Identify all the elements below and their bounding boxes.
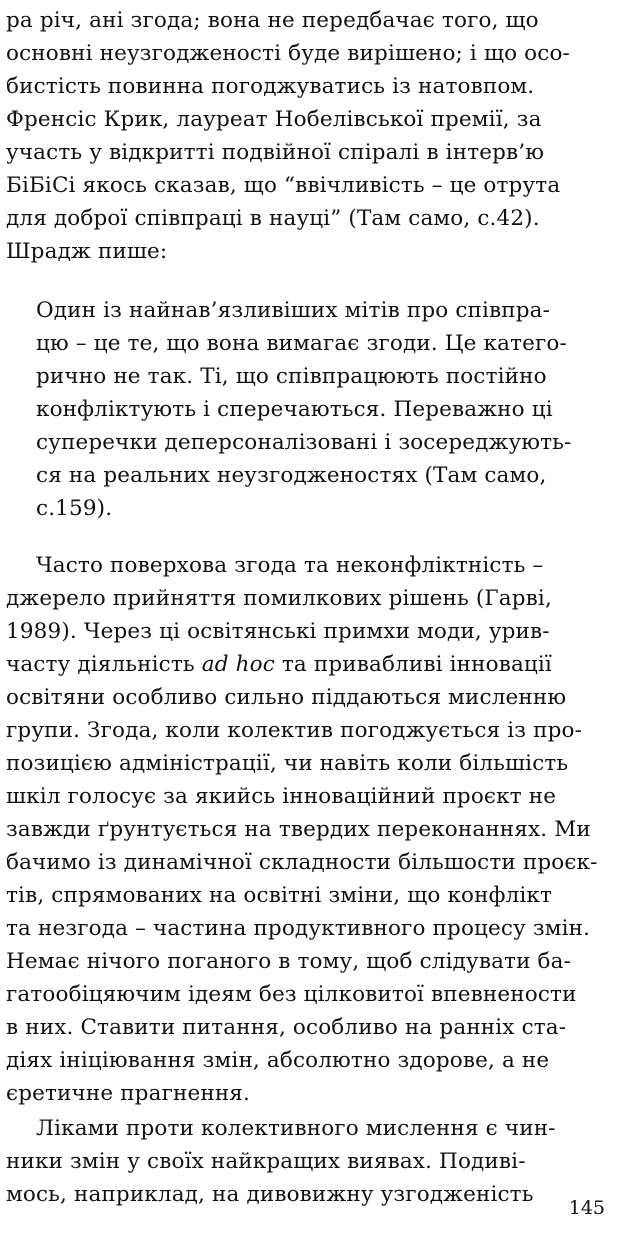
text-line: завжди ґрунтується на твердих переконаннях. Ми bbox=[6, 817, 591, 842]
text-line: єретичне прагнення. bbox=[6, 1081, 250, 1106]
text-fragment: часту діяльність bbox=[6, 652, 195, 677]
text-line: мось, наприклад, на дивовижну узгодженість bbox=[6, 1182, 534, 1207]
text-line: бистість повинна погоджуватись із натовпом. bbox=[6, 74, 535, 99]
text-line: Часто поверхова згода та неконфліктність – bbox=[36, 553, 544, 578]
text-line: рично не так. Ті, що співпрацюють постійно bbox=[36, 364, 547, 389]
text-line: позицією адміністрації, чи навіть коли більшість bbox=[6, 751, 569, 776]
text-line: групи. Згода, коли колектив погоджується із про- bbox=[6, 718, 583, 743]
text-line: та незгода – частина продуктивного процесу змін. bbox=[6, 916, 591, 941]
italic-phrase: ad hoc bbox=[201, 652, 275, 677]
text-line: гатообіцяючим ідеям без цілковитої впевнености bbox=[6, 982, 577, 1007]
text-line: джерело прийняття помилкових рішень (Гарві, bbox=[6, 586, 552, 611]
text-line: БіБіСі якось сказав, що “ввічливість – це отрута bbox=[6, 173, 561, 198]
text-line: конфліктують і сперечаються. Переважно ці bbox=[36, 397, 553, 422]
text-line: шкіл голосує за якийсь інноваційний проєкт не bbox=[6, 784, 557, 809]
text-line: участь у відкритті подвійної спіралі в інтерв’ю bbox=[6, 140, 545, 165]
text-line: 1989). Через ці освітянські примхи моди, урив- bbox=[6, 619, 550, 644]
text-line: ники змін у своїх найкращих виявах. Подиві- bbox=[6, 1149, 526, 1174]
text-line: Один із найнав’язливіших мітів про співпра- bbox=[36, 298, 551, 323]
text-line: для доброї співпраці в науці” (Там само, с.42). bbox=[6, 206, 540, 231]
text-line: с.159). bbox=[36, 496, 113, 521]
text-line: Шрадж пише: bbox=[6, 239, 168, 264]
text-line: Френсіс Крик, лауреат Нобелівської премії, за bbox=[6, 107, 542, 132]
text-line: основні неузгодженості буде вирішено; і що осо- bbox=[6, 41, 570, 66]
text-line: Немає нічого поганого в тому, щоб слідувати ба- bbox=[6, 949, 572, 974]
text-line: суперечки деперсоналізовані і зосереджують- bbox=[36, 430, 572, 455]
text-fragment: та привабливі інновації bbox=[281, 652, 552, 677]
text-line: Ліками проти колективного мислення є чин- bbox=[36, 1116, 556, 1141]
text-line: тів, спрямованих на освітні зміни, що конфлікт bbox=[6, 883, 553, 908]
text-line: ра річ, ані згода; вона не передбачає того, що bbox=[6, 8, 539, 33]
text-line: діях ініціювання змін, абсолютно здорове, а не bbox=[6, 1048, 550, 1073]
text-line: бачимо із динамічної складности більшости проєк- bbox=[6, 850, 598, 875]
page-number: 145 bbox=[568, 1197, 605, 1219]
text-line: освітяни особливо сильно піддаються мисленню bbox=[6, 685, 567, 710]
text-line: ся на реальних неузгодженостях (Там само, bbox=[36, 463, 547, 488]
text-line-mixed bbox=[6, 654, 552, 676]
text-line: цю – це те, що вона вимагає згоди. Це катего- bbox=[36, 331, 567, 356]
text-line: в них. Ставити питання, особливо на ранніх ста- bbox=[6, 1015, 567, 1040]
